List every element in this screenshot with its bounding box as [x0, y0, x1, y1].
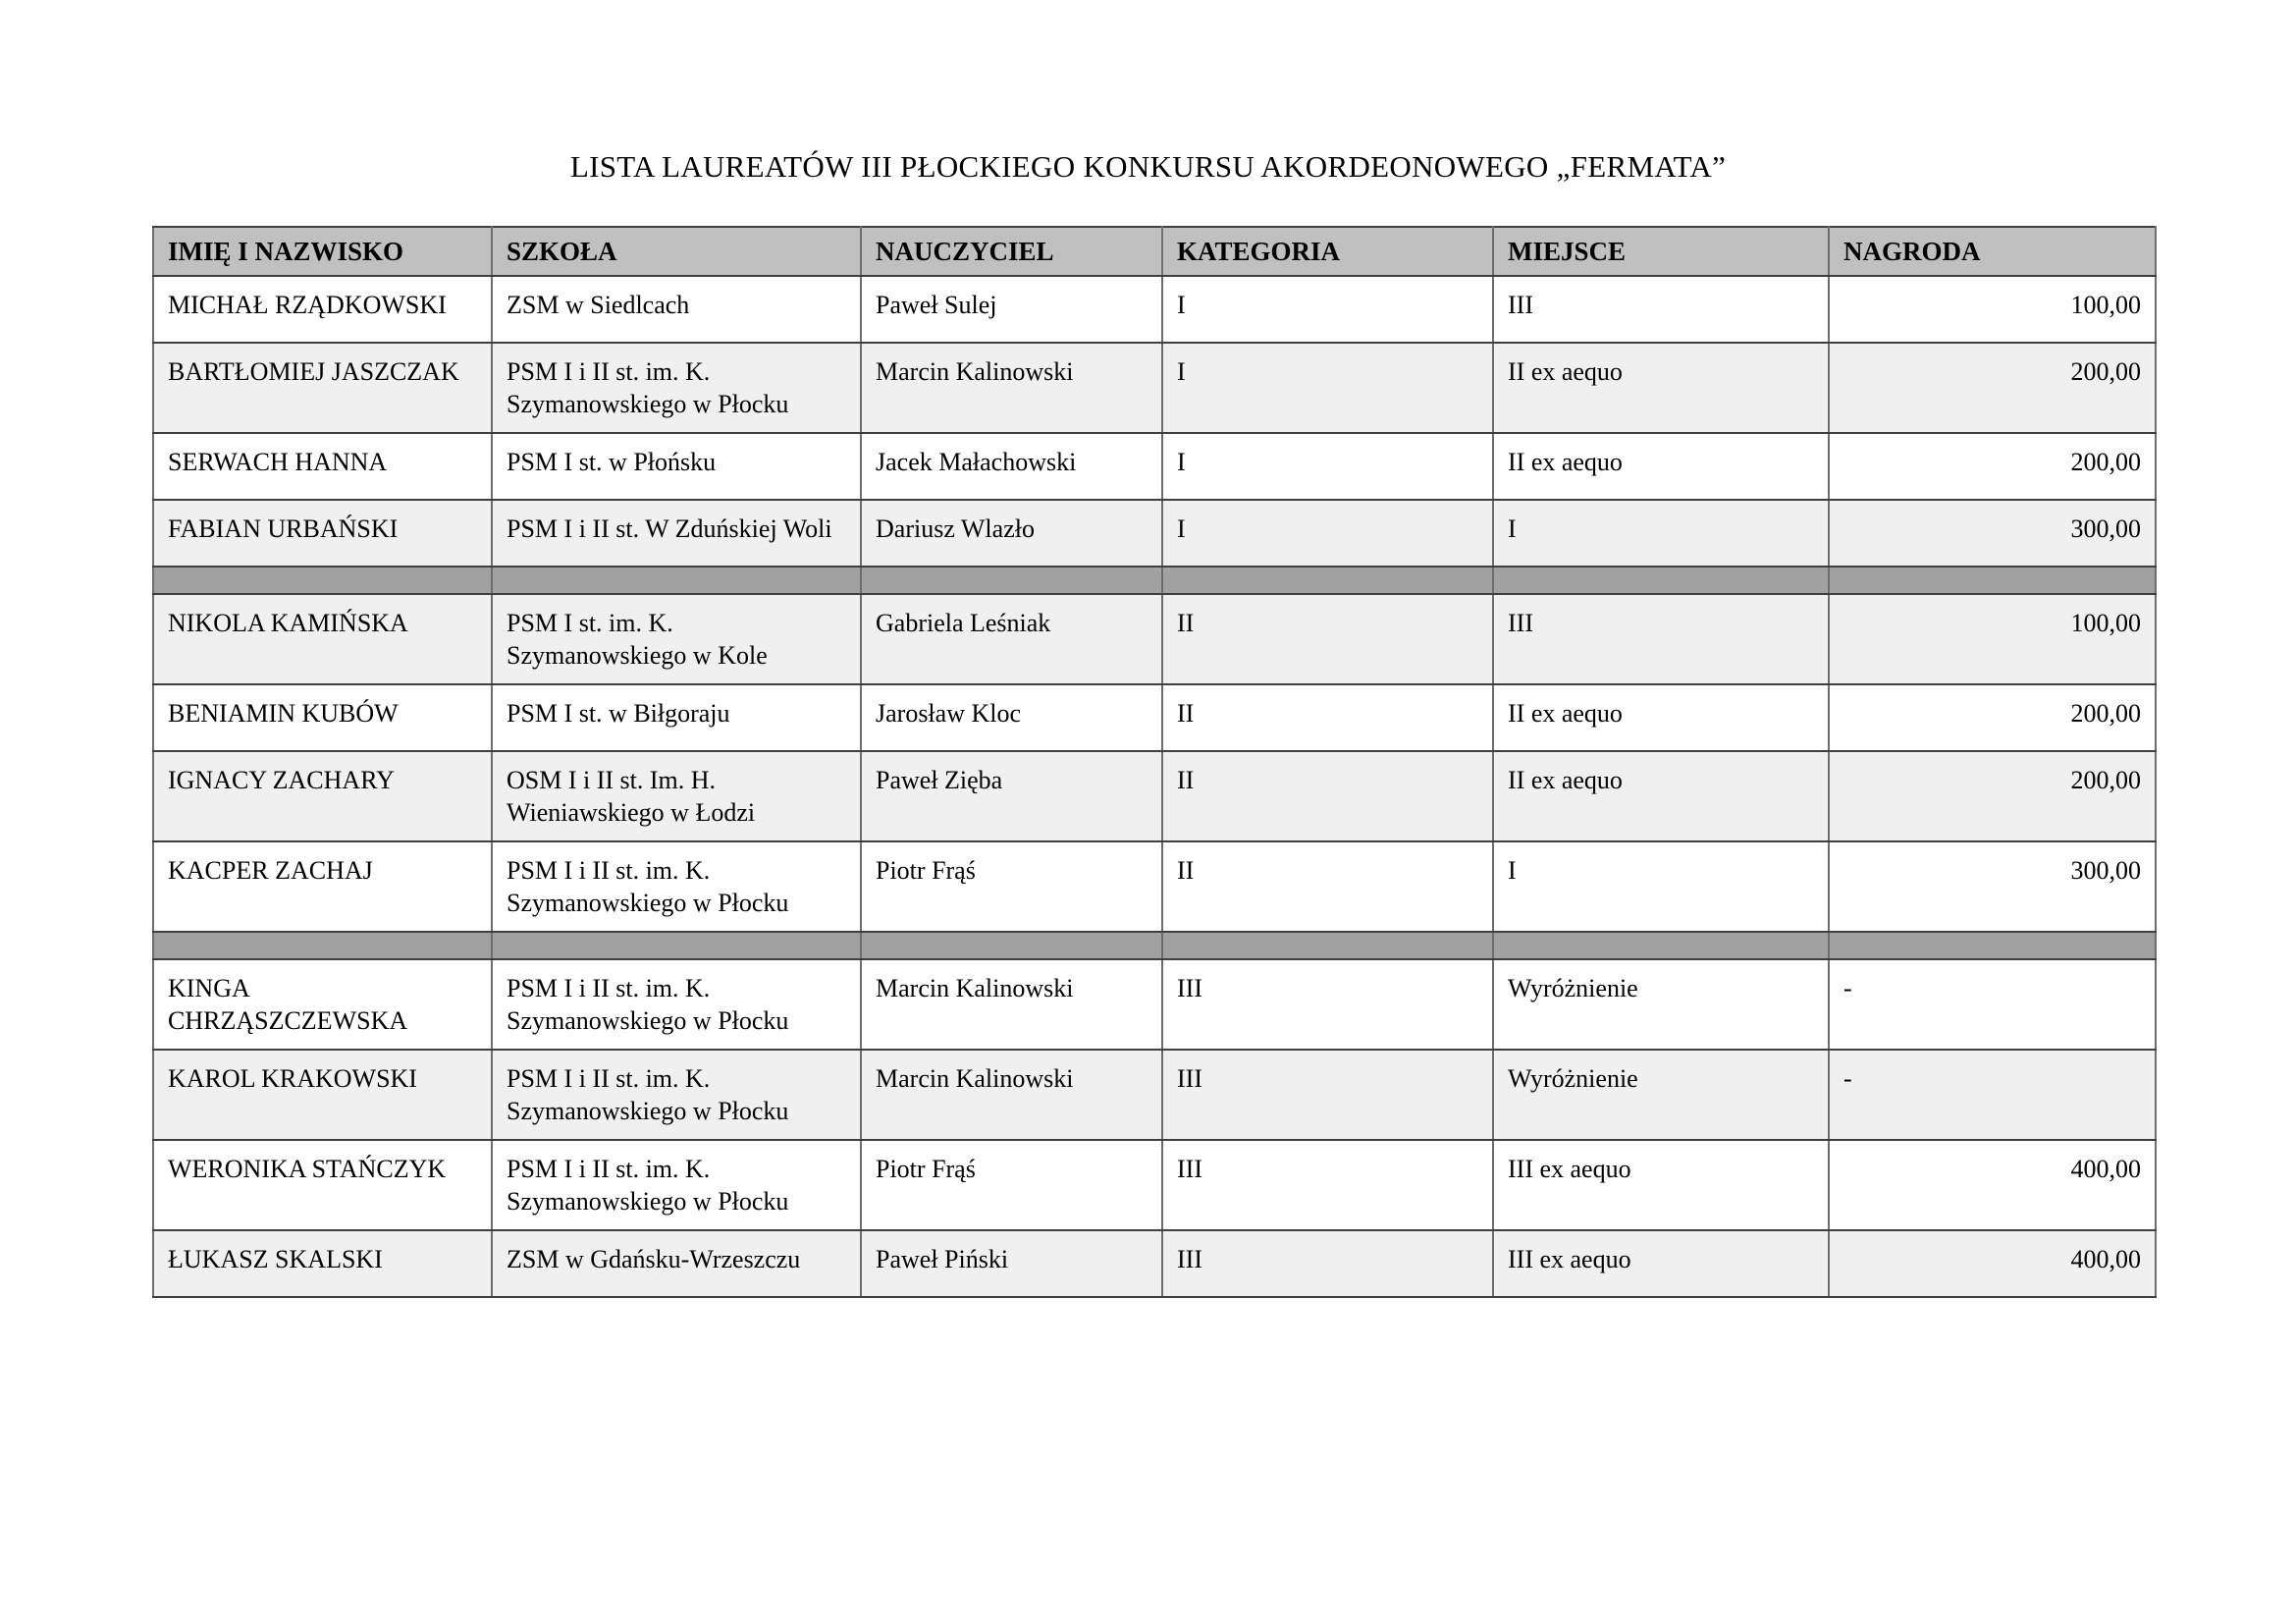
separator-row — [153, 932, 2156, 959]
laureates-table — [152, 226, 2157, 1298]
table-row — [153, 594, 2156, 684]
category-cell: I — [1162, 433, 1493, 500]
laureate-name-cell: SERWACH HANNA — [153, 433, 492, 500]
table-row — [153, 433, 2156, 500]
table-row — [153, 1140, 2156, 1230]
column-header-name: IMIĘ I NAZWISKO — [153, 227, 492, 276]
prize-cell: 100,00 — [1829, 594, 2156, 684]
place-cell: III ex aequo — [1493, 1140, 1829, 1230]
category-cell: I — [1162, 276, 1493, 343]
table-row — [153, 959, 2156, 1050]
place-cell: Wyróżnienie — [1493, 959, 1829, 1050]
table-row — [153, 500, 2156, 567]
place-cell: II ex aequo — [1493, 433, 1829, 500]
table-row — [153, 343, 2156, 433]
table-row — [153, 1230, 2156, 1297]
place-cell: Wyróżnienie — [1493, 1050, 1829, 1140]
laureate-name-cell: NIKOLA KAMIŃSKA — [153, 594, 492, 684]
separator-cell — [492, 932, 861, 959]
laureate-name-cell: WERONIKA STAŃCZYK — [153, 1140, 492, 1230]
school-cell: PSM I i II st. im. K. Szymanowskiego w Płocku — [492, 841, 861, 932]
laureate-name-cell: ŁUKASZ SKALSKI — [153, 1230, 492, 1297]
separator-cell — [153, 932, 492, 959]
category-cell: II — [1162, 751, 1493, 841]
header-row — [153, 227, 2156, 276]
table-row — [153, 276, 2156, 343]
prize-cell: 200,00 — [1829, 684, 2156, 751]
laureate-name-cell: BENIAMIN KUBÓW — [153, 684, 492, 751]
table-row — [153, 841, 2156, 932]
school-cell: PSM I i II st. im. K. Szymanowskiego w Płocku — [492, 1050, 861, 1140]
place-cell: II ex aequo — [1493, 751, 1829, 841]
table-header — [153, 227, 2156, 276]
category-cell: III — [1162, 1230, 1493, 1297]
category-cell: III — [1162, 1050, 1493, 1140]
prize-cell: 200,00 — [1829, 433, 2156, 500]
column-header-place: MIEJSCE — [1493, 227, 1829, 276]
teacher-cell: Marcin Kalinowski — [861, 959, 1162, 1050]
teacher-cell: Piotr Frąś — [861, 841, 1162, 932]
school-cell: PSM I i II st. im. K. Szymanowskiego w Płocku — [492, 959, 861, 1050]
separator-cell — [1493, 567, 1829, 594]
teacher-cell: Marcin Kalinowski — [861, 1050, 1162, 1140]
category-cell: II — [1162, 841, 1493, 932]
place-cell: II ex aequo — [1493, 684, 1829, 751]
teacher-cell: Jarosław Kloc — [861, 684, 1162, 751]
school-cell: PSM I st. w Biłgoraju — [492, 684, 861, 751]
place-cell: I — [1493, 500, 1829, 567]
place-cell: I — [1493, 841, 1829, 932]
school-cell: PSM I i II st. im. K. Szymanowskiego w Płocku — [492, 1140, 861, 1230]
school-cell: PSM I i II st. W Zduńskiej Woli — [492, 500, 861, 567]
laureate-name-cell: KACPER ZACHAJ — [153, 841, 492, 932]
teacher-cell: Paweł Zięba — [861, 751, 1162, 841]
separator-cell — [153, 567, 492, 594]
laureate-name-cell: MICHAŁ RZĄDKOWSKI — [153, 276, 492, 343]
separator-cell — [861, 567, 1162, 594]
place-cell: II ex aequo — [1493, 343, 1829, 433]
column-header-category: KATEGORIA — [1162, 227, 1493, 276]
column-header-teacher: NAUCZYCIEL — [861, 227, 1162, 276]
place-cell: III — [1493, 594, 1829, 684]
category-cell: I — [1162, 343, 1493, 433]
teacher-cell: Dariusz Wlazło — [861, 500, 1162, 567]
school-cell: PSM I i II st. im. K. Szymanowskiego w Płocku — [492, 343, 861, 433]
prize-cell: 400,00 — [1829, 1230, 2156, 1297]
school-cell: PSM I st. im. K. Szymanowskiego w Kole — [492, 594, 861, 684]
teacher-cell: Piotr Frąś — [861, 1140, 1162, 1230]
table-row — [153, 684, 2156, 751]
separator-cell — [1162, 932, 1493, 959]
separator-cell — [1162, 567, 1493, 594]
school-cell: ZSM w Siedlcach — [492, 276, 861, 343]
table-row — [153, 1050, 2156, 1140]
category-cell: II — [1162, 684, 1493, 751]
column-header-prize: NAGRODA — [1829, 227, 2156, 276]
school-cell: PSM I st. w Płońsku — [492, 433, 861, 500]
category-cell: III — [1162, 1140, 1493, 1230]
prize-cell: - — [1829, 1050, 2156, 1140]
separator-cell — [1829, 567, 2156, 594]
prize-cell: 200,00 — [1829, 751, 2156, 841]
teacher-cell: Gabriela Leśniak — [861, 594, 1162, 684]
prize-cell: 400,00 — [1829, 1140, 2156, 1230]
prize-cell: - — [1829, 959, 2156, 1050]
separator-cell — [1493, 932, 1829, 959]
teacher-cell: Marcin Kalinowski — [861, 343, 1162, 433]
separator-cell — [861, 932, 1162, 959]
column-header-school: SZKOŁA — [492, 227, 861, 276]
laureate-name-cell: IGNACY ZACHARY — [153, 751, 492, 841]
school-cell: OSM I i II st. Im. H. Wieniawskiego w Łodzi — [492, 751, 861, 841]
category-cell: I — [1162, 500, 1493, 567]
table-row — [153, 751, 2156, 841]
separator-cell — [1829, 932, 2156, 959]
teacher-cell: Paweł Sulej — [861, 276, 1162, 343]
laureate-name-cell: KAROL KRAKOWSKI — [153, 1050, 492, 1140]
page-title: LISTA LAUREATÓW III PŁOCKIEGO KONKURSU AKORDEONOWEGO „FERMATA” — [569, 149, 1727, 184]
place-cell: III ex aequo — [1493, 1230, 1829, 1297]
prize-cell: 300,00 — [1829, 500, 2156, 567]
school-cell: ZSM w Gdańsku-Wrzeszczu — [492, 1230, 861, 1297]
separator-cell — [492, 567, 861, 594]
place-cell: III — [1493, 276, 1829, 343]
laureate-name-cell: FABIAN URBAŃSKI — [153, 500, 492, 567]
table-body — [153, 276, 2156, 1297]
laureate-name-cell: BARTŁOMIEJ JASZCZAK — [153, 343, 492, 433]
category-cell: II — [1162, 594, 1493, 684]
prize-cell: 100,00 — [1829, 276, 2156, 343]
laureate-name-cell: KINGA CHRZĄSZCZEWSKA — [153, 959, 492, 1050]
teacher-cell: Paweł Piński — [861, 1230, 1162, 1297]
teacher-cell: Jacek Małachowski — [861, 433, 1162, 500]
prize-cell: 300,00 — [1829, 841, 2156, 932]
prize-cell: 200,00 — [1829, 343, 2156, 433]
separator-row — [153, 567, 2156, 594]
category-cell: III — [1162, 959, 1493, 1050]
